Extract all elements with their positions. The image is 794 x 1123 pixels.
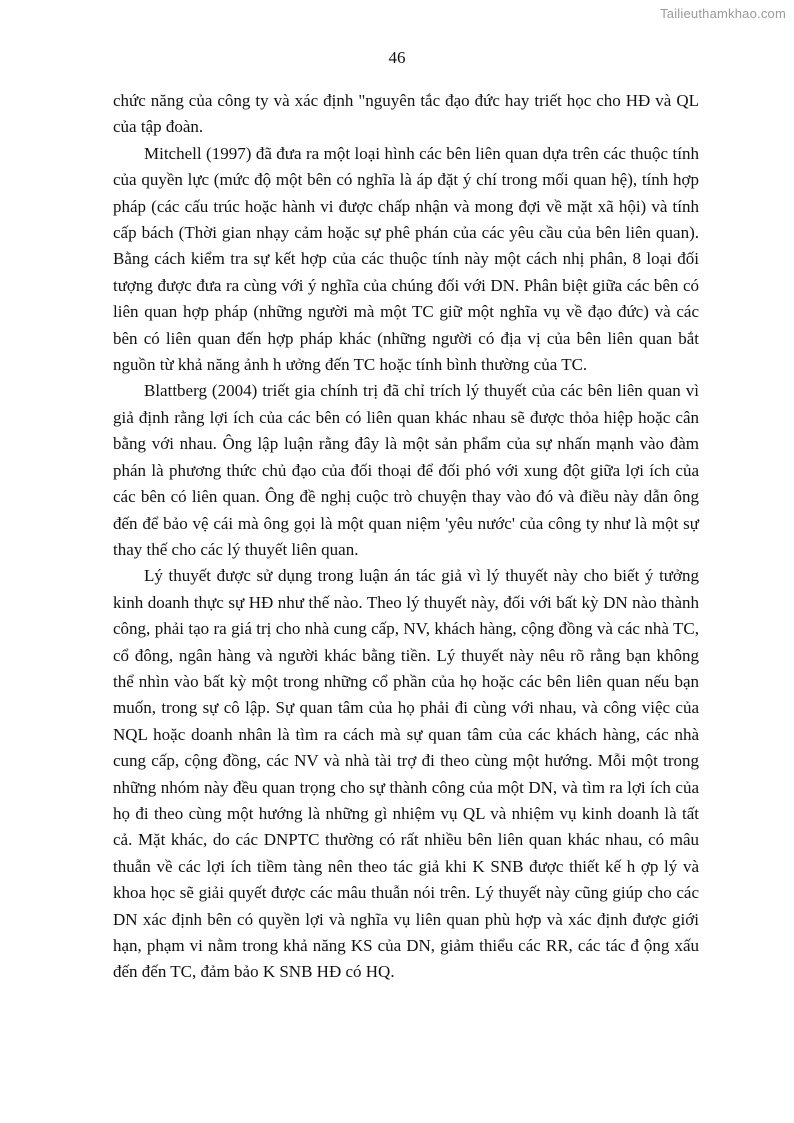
watermark-text: Tailieuthamkhao.com (660, 6, 786, 21)
paragraph-continuation: chức năng của công ty và xác định "nguyên tắc đạo đức hay triết học cho HĐ và QL của tập đoàn. (113, 91, 699, 137)
document-body (113, 88, 699, 986)
page-number: 46 (388, 48, 406, 67)
paragraph-mitchell: Mitchell (1997) đã đưa ra một loại hình các bên liên quan dựa trên các thuộc tính của quyền lực (mức độ một bên có nghĩa là áp đặt ý chí trong mối quan hệ), tính hợp pháp (các cấu trúc hoặc hành vi được chấp nhận và mong đợi về mặt xã hội) và tính cấp bách (Thời gian nhạy cảm hoặc sự phê phán của các yêu cầu của bên liên quan). Bằng cách kiểm tra sự kết hợp của các thuộc tính này một cách nhị phân, 8 loại đối tượng được đưa ra cùng với ý nghĩa của chúng đối với DN. Phân biệt giữa các bên có liên quan hợp pháp (những người mà một TC giữ một nghĩa vụ về đạo đức) và các bên có liên quan đến hợp pháp khác (những người có địa vị của bên liên quan bắt nguồn từ khả năng ảnh h ưởng đến TC hoặc tính bình thường của TC. (113, 143, 699, 375)
paragraph-blattberg: Blattberg (2004) triết gia chính trị đã chỉ trích lý thuyết của các bên liên quan vì giả định rằng lợi ích của các bên có liên quan khác nhau sẽ được thỏa hiệp hoặc cân bằng với nhau. Ông lập luận rằng đây là một sản phẩm của sự nhấn mạnh vào đàm phán là phương thức chủ đạo của đối thoại để đối phó với xung đột giữa lợi ích của các bên có liên quan. Ông đề nghị cuộc trò chuyện thay vào đó và điều này dẫn ông đến để bảo vệ cái mà ông gọi là một quan niệm 'yêu nước' của công ty như là một sự thay thế cho các lý thuyết liên quan. (113, 381, 699, 559)
paragraph-theory-application: Lý thuyết được sử dụng trong luận án tác giả vì lý thuyết này cho biết ý tưởng kinh doanh thực sự HĐ như thế nào. Theo lý thuyết này, đối với bất kỳ DN nào thành công, phải tạo ra giá trị cho nhà cung cấp, NV, khách hàng, cộng đồng và các nhà TC, cổ đông, ngân hàng và người khác bằng tiền. Lý thuyết này nêu rõ rằng bạn không thể nhìn vào bất kỳ một trong những cổ phần của họ hoặc các bên liên quan nếu bạn muốn, trong sự cô lập. Sự quan tâm của họ phải đi cùng với nhau, và công việc của NQL hoặc doanh nhân là tìm ra cách mà sự quan tâm của các khách hàng, các nhà cung cấp, cộng đồng, các NV và nhà tài trợ đi theo cùng một hướng. Mỗi một trong những nhóm này đều quan trọng cho sự thành công của một DN, và tìm ra lợi ích của họ đi theo cùng một hướng là những gì nhiệm vụ QL và nhiệm vụ kinh doanh là tất cả. Mặt khác, do các DNPTC thường có rất nhiều bên liên quan khác nhau, có mâu thuẫn về các lợi ích tiềm tàng nên theo tác giả khi K SNB được thiết kế h ợp lý và khoa học sẽ giải quyết được các mâu thuẫn nói trên. Lý thuyết này cũng giúp cho các DN xác định bên có quyền lợi và nghĩa vụ liên quan phù hợp và xác định được giới hạn, phạm vi nằm trong khả năng KS của DN, giảm thiểu các RR, các tác đ ộng xấu đến đến TC, đảm bảo K SNB HĐ có HQ. (113, 566, 699, 982)
